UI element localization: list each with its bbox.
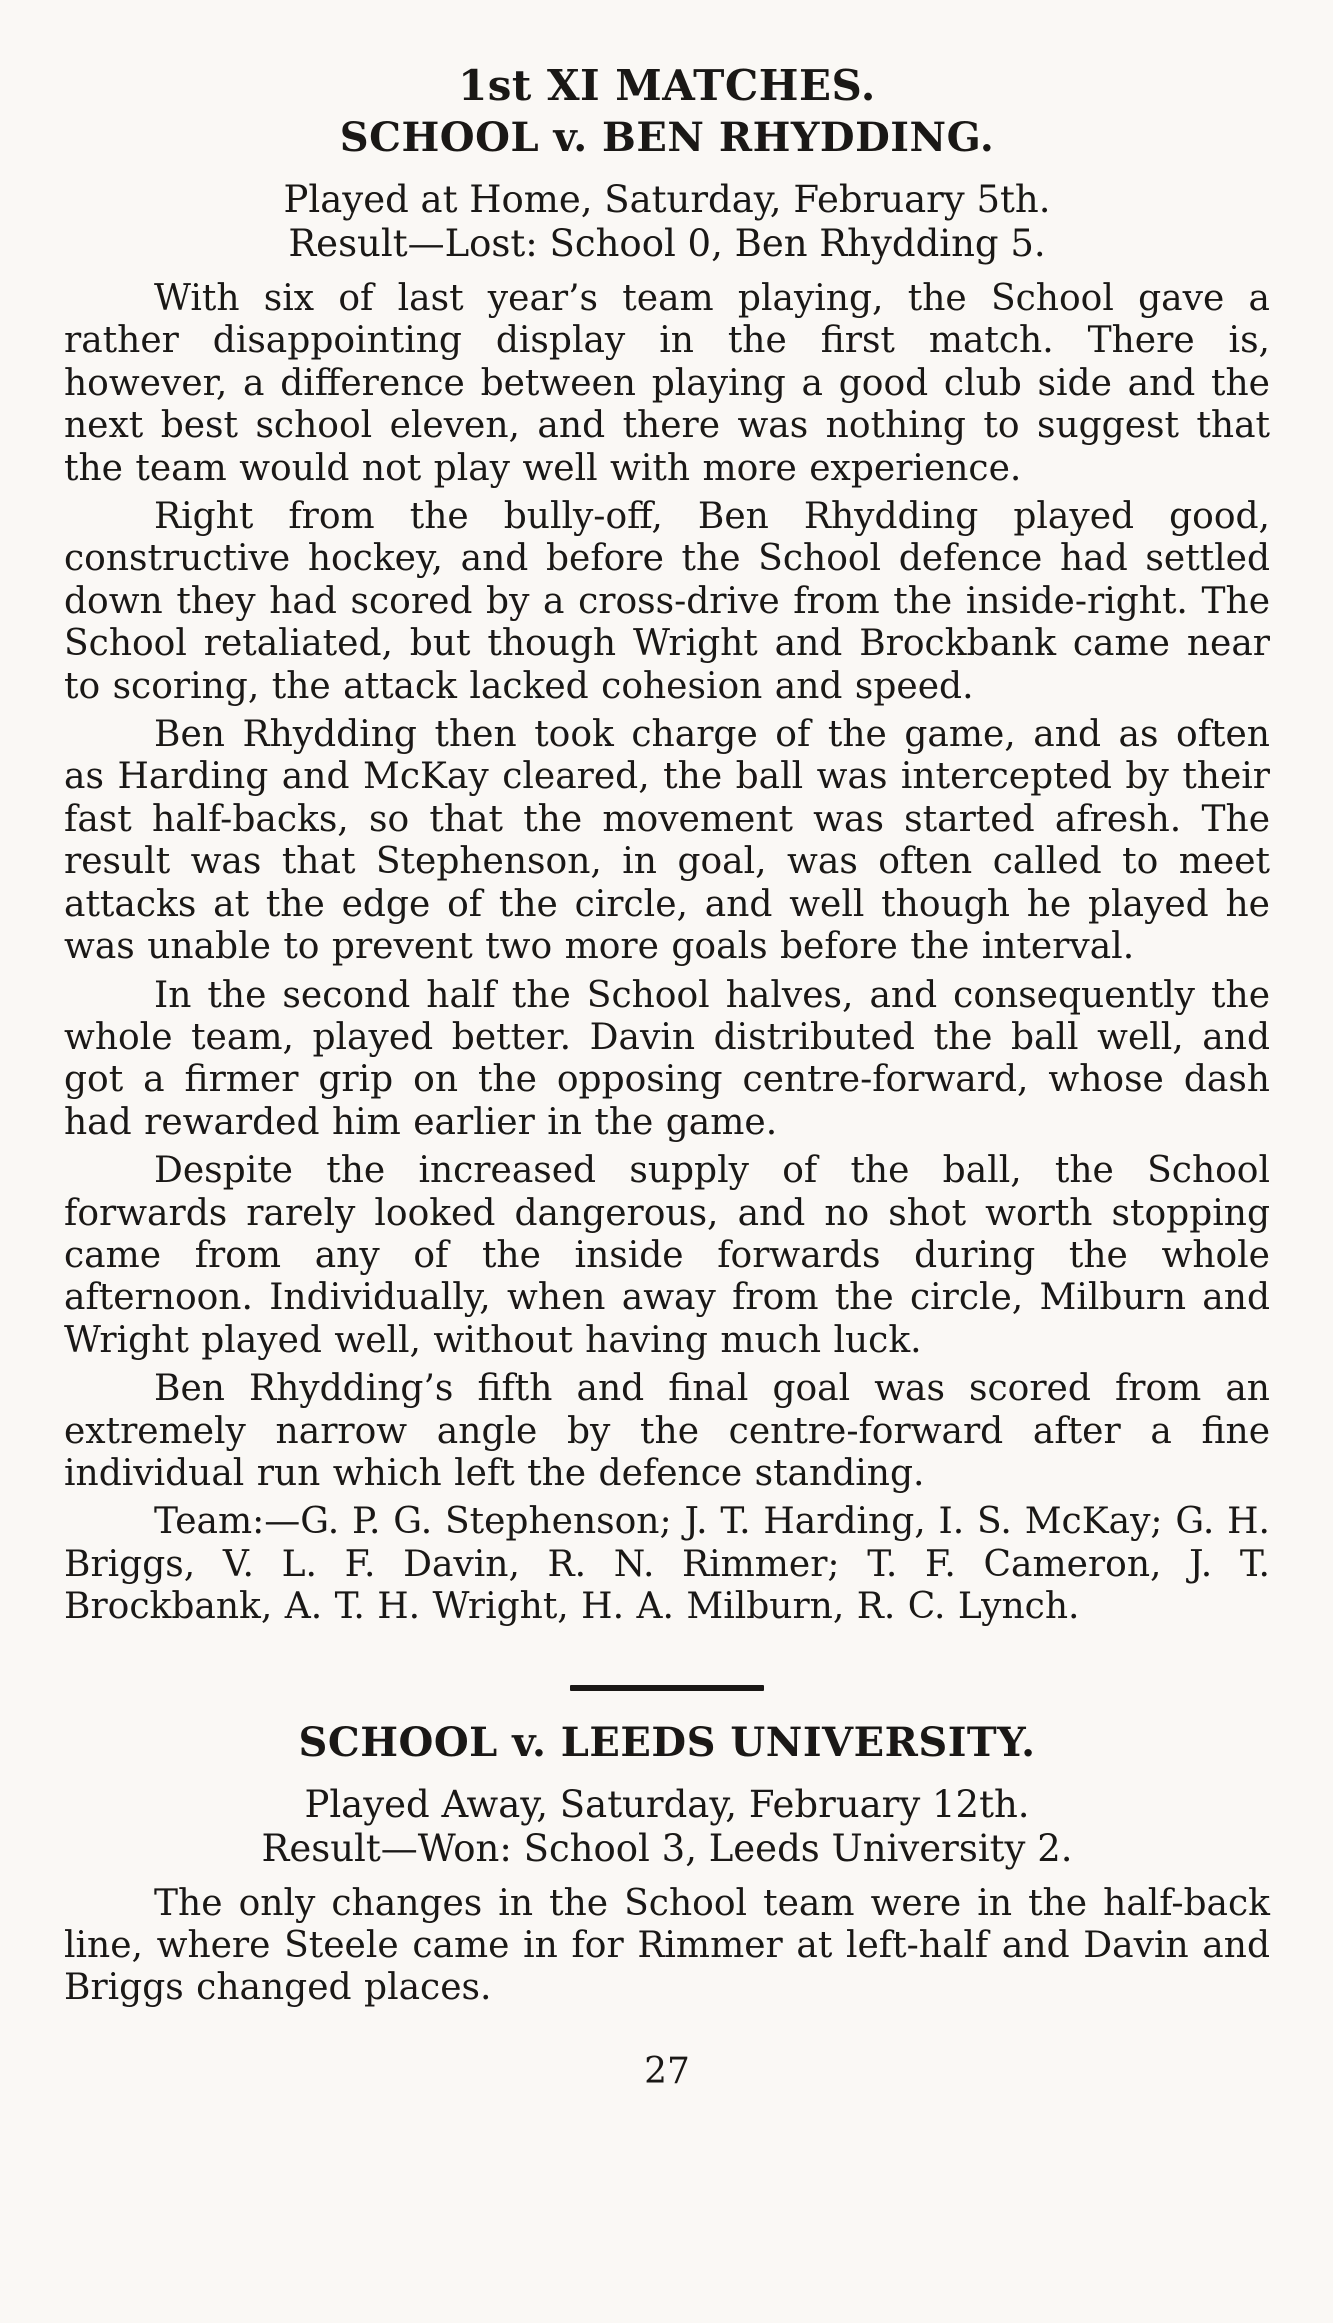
match-title: SCHOOL v. BEN RHYDDING. <box>339 114 995 161</box>
match-venue: Played at Home, Saturday, February 5th. <box>283 178 1051 221</box>
team-list: Team:—G. P. G. Stephenson; J. T. Harding, I. S. McKay; G. H. Briggs, V. L. F. Davin, R. N. Rimmer; T. F. Cameron, J. T. Brockbank, A. T. H. Wright, H. A. Milburn, R. C. Lynch. <box>64 1501 1270 1628</box>
report-paragraph: With six of last year’s team playing, the School gave a rather disappointing display in the first match. There is, however, a difference between playing a good club side and the next best school eleven, and there was nothing to suggest that the team would not play well with more experience. <box>64 278 1270 489</box>
page-content <box>64 60 1270 2094</box>
section-title: 1st XI MATCHES. <box>458 61 876 110</box>
match-venue: Played Away, Saturday, February 12th. <box>304 1782 1030 1826</box>
report-paragraph: Right from the bully-off, Ben Rhydding played good, constructive hockey, and before the School defence had settled down they had scored by a cross-drive from the inside-right. The School retaliated, but though Wright and Brockbank came near to scoring, the attack lacked cohesion and speed. <box>64 496 1270 707</box>
match-leeds-university <box>64 1717 1270 2010</box>
report-paragraph: Despite the increased supply of the ball, the School forwards rarely looked dangerous, and no shot worth stopping came from any of the inside forwards during the whole afternoon. Individually, when away from the circle, Milburn and Wright played well, without having much luck. <box>64 1150 1270 1361</box>
report-paragraph: The only changes in the School team were in the half-back line, where Steele came in for Rimmer at left-half and Davin and Briggs changed places. <box>64 1882 1270 2009</box>
page-number: 27 <box>644 2050 690 2092</box>
match-ben-rhydding <box>64 112 1270 1629</box>
match-title: SCHOOL v. LEEDS UNIVERSITY. <box>298 1718 1036 1766</box>
report-paragraph: Ben Rhydding’s fifth and final goal was scored from an extremely narrow angle by the centre-forward after a fine individual run which left the defence standing. <box>64 1368 1270 1494</box>
match-result: Result—Won: School 3, Leeds University 2. <box>261 1826 1073 1870</box>
section-divider <box>570 1685 764 1691</box>
report-paragraph: In the second half the School halves, and consequently the whole team, played better. Davin distributed the ball well, and got a firmer grip on the opposing centre-forward, whose dash had rewarded him earlier in the game. <box>64 974 1270 1143</box>
match-result: Result—Lost: School 0, Ben Rhydding 5. <box>288 222 1046 265</box>
report-paragraph: Ben Rhydding then took charge of the game, and as often as Harding and McKay cleared, the ball was intercepted by their fast half-backs, so that the movement was started afresh. The result was that Stephenson, in goal, was often called to meet attacks at the edge of the circle, and well though he played he was unable to prevent two more goals before the interval. <box>64 714 1270 968</box>
